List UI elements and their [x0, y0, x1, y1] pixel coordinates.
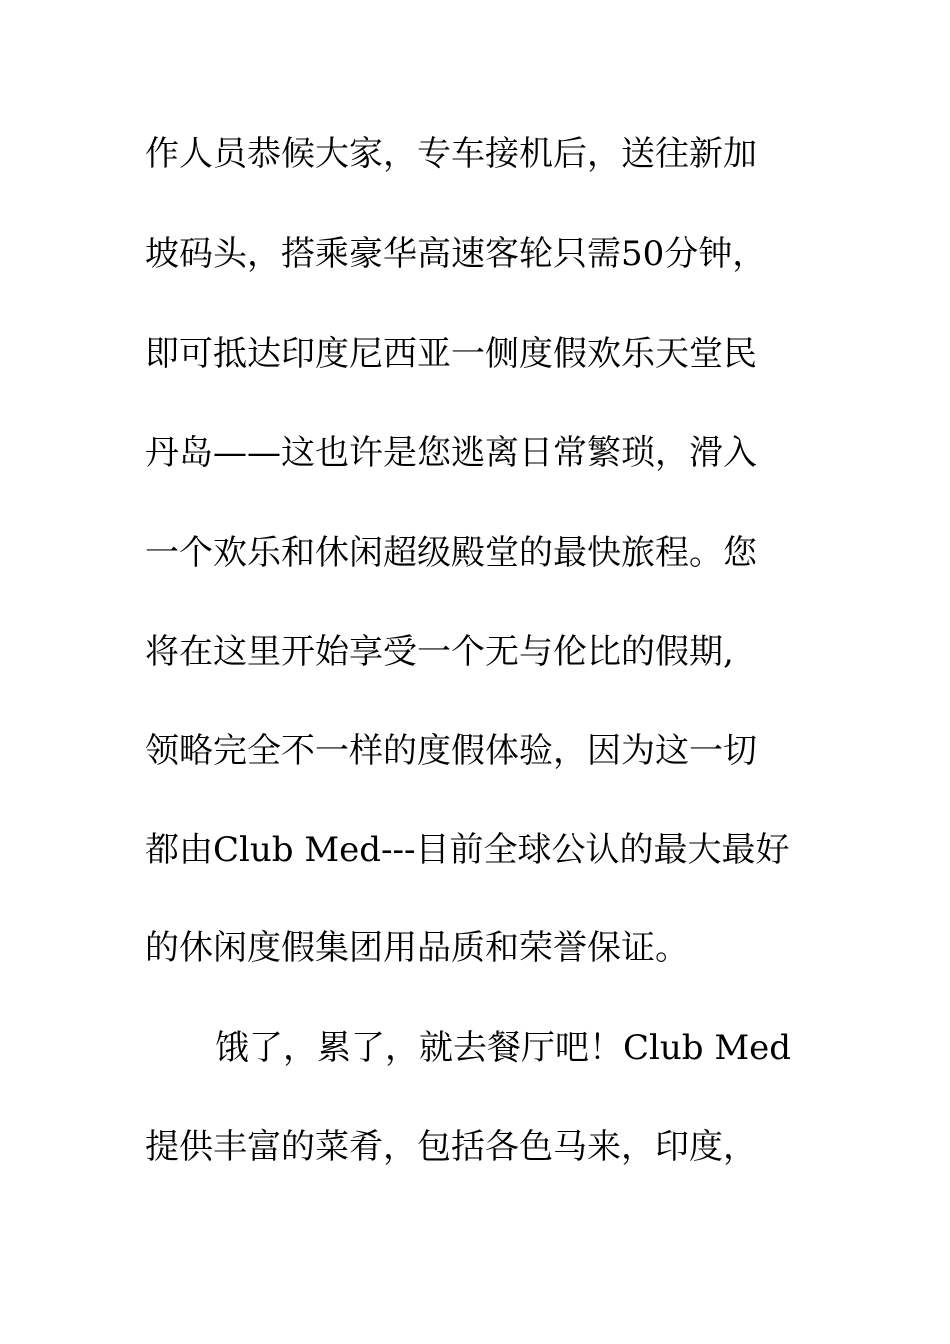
paragraph-line-indented: 饿了，累了，就去餐厅吧！Club Med	[215, 1028, 792, 1068]
paragraph-line: 的休闲度假集团用品质和荣誉保证。	[145, 928, 689, 968]
paragraph-line: 丹岛——这也许是您逃离日常繁琐，滑入	[145, 433, 757, 473]
paragraph-line: 坡码头，搭乘豪华高速客轮只需50分钟，	[145, 234, 767, 274]
paragraph-line: 作人员恭候大家，专车接机后，送往新加	[145, 134, 757, 174]
paragraph-line: 即可抵达印度尼西亚一侧度假欢乐天堂民	[145, 334, 757, 374]
paragraph-line: 提供丰富的菜肴，包括各色马来，印度，	[145, 1127, 757, 1167]
paragraph-line: 一个欢乐和休闲超级殿堂的最快旅程。您	[145, 533, 757, 573]
paragraph-line: 领略完全不一样的度假体验，因为这一切	[145, 731, 757, 771]
paragraph-line: 将在这里开始享受一个无与伦比的假期,	[145, 632, 734, 672]
paragraph-line: 都由Club Med---目前全球公认的最大最好	[145, 830, 790, 870]
